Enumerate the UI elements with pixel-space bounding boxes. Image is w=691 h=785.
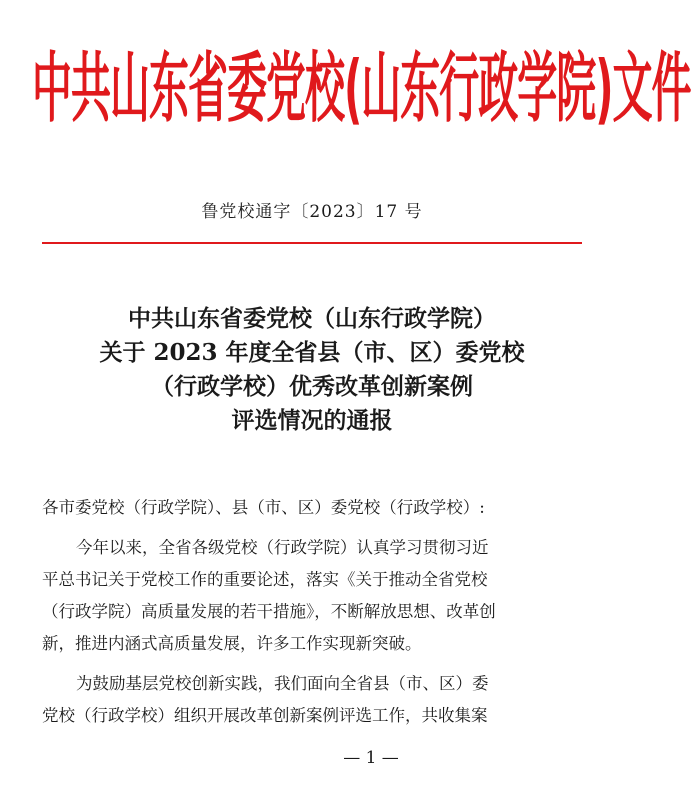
title-line: 评选情况的通报 — [231, 407, 393, 434]
paragraph-line: （行政学院）高质量发展的若干措施》，不断解放思想、改革创 — [42, 602, 496, 621]
red-divider-line — [42, 242, 582, 244]
masthead-text: 中共山东省委党校(山东行政学院)文件 — [32, 46, 691, 134]
paragraph-line: 新，推进内涵式高质量发展，许多工作实现新突破。 — [42, 634, 422, 653]
salutation: 各市委党校（行政学院）、县（市、区）委党校（行政学校）: — [42, 498, 485, 517]
paragraph-line: 党校（行政学校）组织开展改革创新案例评选工作，共收集案 — [42, 706, 488, 725]
document-masthead — [32, 40, 691, 140]
paragraph-line: 平总书记关于党校工作的重要论述，落实《关于推动全省党校 — [42, 570, 488, 589]
paragraph-1 — [42, 532, 587, 660]
paragraph-2 — [42, 668, 587, 732]
document-title — [30, 302, 594, 438]
page-number: — 1 — — [343, 748, 399, 768]
title-line: 关于 2023 年度全省县（市、区）委党校 — [99, 339, 525, 366]
paragraph-line: 为鼓励基层党校创新实践，我们面向全省县（市、区）委 — [76, 674, 489, 693]
title-line: 中共山东省委党校（山东行政学院） — [128, 305, 496, 332]
paragraph-line: 今年以来，全省各级党校（行政学院）认真学习贯彻习近 — [76, 538, 489, 557]
document-body — [42, 492, 587, 732]
title-line: （行政学校）优秀改革创新案例 — [151, 373, 473, 400]
document-number: 鲁党校通字〔2023〕17 号 — [201, 202, 423, 222]
